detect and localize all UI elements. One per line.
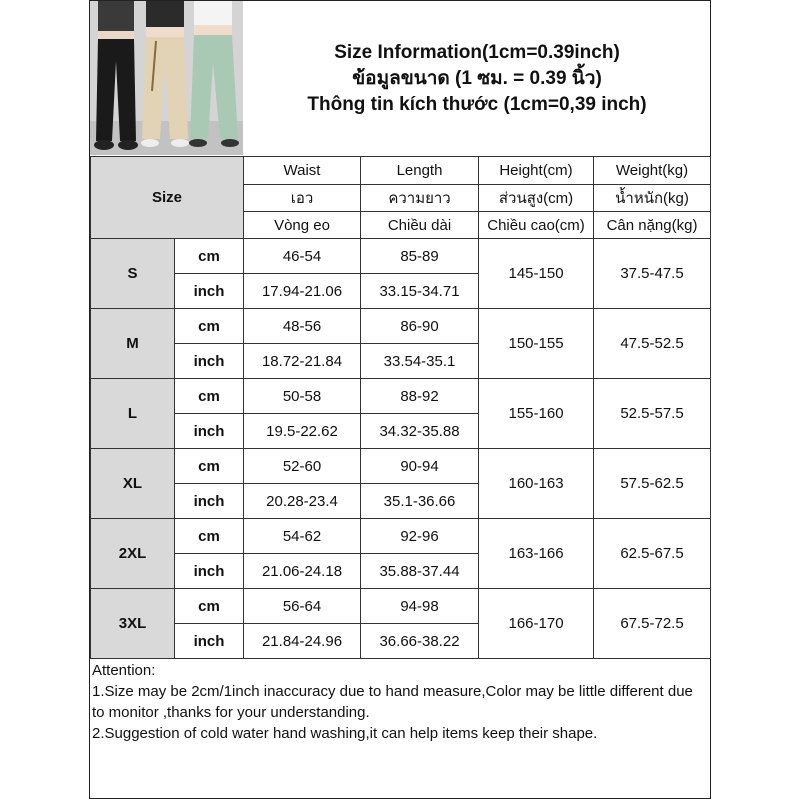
unit-cm: cm xyxy=(175,309,244,344)
col-height-en: Height(cm) xyxy=(479,157,594,185)
height-range: 145-150 xyxy=(479,239,594,309)
unit-cm: cm xyxy=(175,449,244,484)
size-table xyxy=(90,156,711,659)
height-range: 166-170 xyxy=(479,589,594,659)
table-row xyxy=(91,449,711,484)
col-height-th: ส่วนสูง(cm) xyxy=(479,185,594,212)
col-height-vi: Chiều cao(cm) xyxy=(479,212,594,239)
waist-cm: 52-60 xyxy=(244,449,361,484)
col-length-th: ความยาว xyxy=(361,185,479,212)
height-range: 155-160 xyxy=(479,379,594,449)
length-inch: 33.15-34.71 xyxy=(361,274,479,309)
length-cm: 90-94 xyxy=(361,449,479,484)
col-weight-vi: Cân nặng(kg) xyxy=(594,212,711,239)
attention-note-1: 1.Size may be 2cm/1inch inaccuracy due to hand measure,Color may be little different due to monitor ,thanks for your understanding. xyxy=(92,683,693,721)
length-inch: 34.32-35.88 xyxy=(361,414,479,449)
waist-inch: 19.5-22.62 xyxy=(244,414,361,449)
unit-cm: cm xyxy=(175,379,244,414)
col-waist-vi: Vòng eo xyxy=(244,212,361,239)
size-label: XL xyxy=(91,449,175,519)
attention-heading: Attention: xyxy=(92,662,156,679)
size-chart xyxy=(89,0,711,799)
table-row xyxy=(91,519,711,554)
pants-models-image xyxy=(90,1,243,155)
size-label: S xyxy=(91,239,175,309)
weight-range: 37.5-47.5 xyxy=(594,239,711,309)
size-info-title xyxy=(244,1,710,156)
length-inch: 36.66-38.22 xyxy=(361,624,479,659)
table-row xyxy=(91,589,711,624)
size-label: L xyxy=(91,379,175,449)
unit-inch: inch xyxy=(175,344,244,379)
title-vietnamese: Thông tin kích thước (1cm=0,39 inch) xyxy=(307,93,647,115)
size-label: 2XL xyxy=(91,519,175,589)
unit-inch: inch xyxy=(175,554,244,589)
size-header: Size xyxy=(91,157,244,239)
waist-cm: 54-62 xyxy=(244,519,361,554)
col-weight-en: Weight(kg) xyxy=(594,157,711,185)
unit-cm: cm xyxy=(175,239,244,274)
length-inch: 35.88-37.44 xyxy=(361,554,479,589)
unit-inch: inch xyxy=(175,414,244,449)
size-label: 3XL xyxy=(91,589,175,659)
length-cm: 88-92 xyxy=(361,379,479,414)
weight-range: 67.5-72.5 xyxy=(594,589,711,659)
size-label: M xyxy=(91,309,175,379)
col-waist-th: เอว xyxy=(244,185,361,212)
attention-note-2: 2.Suggestion of cold water hand washing,it can help items keep their shape. xyxy=(92,725,598,742)
length-cm: 86-90 xyxy=(361,309,479,344)
height-range: 160-163 xyxy=(479,449,594,519)
col-length-vi: Chiều dài xyxy=(361,212,479,239)
unit-inch: inch xyxy=(175,624,244,659)
height-range: 163-166 xyxy=(479,519,594,589)
waist-cm: 50-58 xyxy=(244,379,361,414)
weight-range: 62.5-67.5 xyxy=(594,519,711,589)
waist-inch: 21.84-24.96 xyxy=(244,624,361,659)
product-photo xyxy=(90,1,243,155)
col-weight-th: น้ำหนัก(kg) xyxy=(594,185,711,212)
title-thai: ข้อมูลขนาด (1 ซม. = 0.39 นิ้ว) xyxy=(352,67,602,89)
waist-cm: 56-64 xyxy=(244,589,361,624)
length-inch: 33.54-35.1 xyxy=(361,344,479,379)
waist-cm: 48-56 xyxy=(244,309,361,344)
length-cm: 94-98 xyxy=(361,589,479,624)
length-cm: 85-89 xyxy=(361,239,479,274)
table-row xyxy=(91,379,711,414)
length-cm: 92-96 xyxy=(361,519,479,554)
waist-cm: 46-54 xyxy=(244,239,361,274)
unit-cm: cm xyxy=(175,519,244,554)
waist-inch: 18.72-21.84 xyxy=(244,344,361,379)
attention-notes xyxy=(90,658,710,744)
table-row xyxy=(91,309,711,344)
unit-inch: inch xyxy=(175,274,244,309)
height-range: 150-155 xyxy=(479,309,594,379)
weight-range: 57.5-62.5 xyxy=(594,449,711,519)
waist-inch: 21.06-24.18 xyxy=(244,554,361,589)
waist-inch: 20.28-23.4 xyxy=(244,484,361,519)
table-row xyxy=(91,239,711,274)
title-english: Size Information(1cm=0.39inch) xyxy=(334,41,620,63)
weight-range: 47.5-52.5 xyxy=(594,309,711,379)
length-inch: 35.1-36.66 xyxy=(361,484,479,519)
col-waist-en: Waist xyxy=(244,157,361,185)
weight-range: 52.5-57.5 xyxy=(594,379,711,449)
col-length-en: Length xyxy=(361,157,479,185)
unit-inch: inch xyxy=(175,484,244,519)
waist-inch: 17.94-21.06 xyxy=(244,274,361,309)
unit-cm: cm xyxy=(175,589,244,624)
